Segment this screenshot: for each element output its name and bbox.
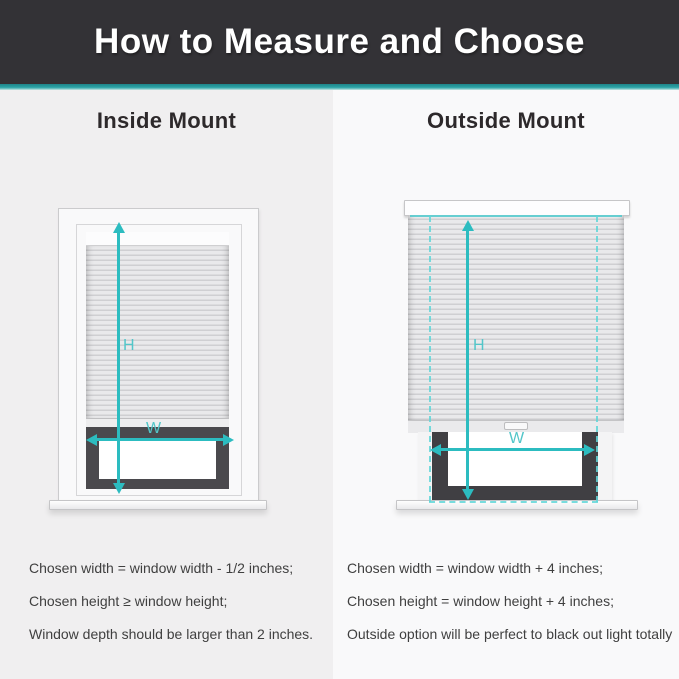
height-arrow-label: H bbox=[473, 337, 485, 354]
inside-mount-panel bbox=[0, 90, 333, 679]
outside-mount-heading: Outside Mount bbox=[427, 108, 585, 133]
outside-mount-notes bbox=[347, 552, 672, 651]
inside-mount-notes bbox=[29, 552, 313, 651]
cellular-shade bbox=[408, 215, 624, 432]
outside-mount-panel bbox=[333, 90, 679, 679]
width-arrow-label: W bbox=[146, 420, 162, 437]
height-arrow-label: H bbox=[123, 337, 135, 354]
measure-note: Window depth should be larger than 2 inches. bbox=[29, 626, 314, 642]
cellular-shade bbox=[86, 232, 229, 426]
inside-window-frame bbox=[58, 208, 259, 502]
width-arrow-label: W bbox=[509, 430, 525, 447]
window-opening bbox=[86, 232, 229, 489]
top-banner bbox=[0, 0, 679, 84]
height-arrow bbox=[466, 230, 469, 490]
shade-handle bbox=[504, 422, 528, 430]
shade-header-rail bbox=[404, 200, 630, 216]
measure-guide-left bbox=[429, 216, 431, 502]
content-area bbox=[0, 90, 679, 679]
measure-note: Chosen height ≥ window height; bbox=[29, 593, 228, 609]
window-sill bbox=[49, 500, 267, 510]
page-title: How to Measure and Choose bbox=[94, 22, 585, 61]
measure-note: Outside option will be perfect to black out light totally bbox=[347, 626, 673, 642]
measure-note: Chosen width = window width - 1/2 inches; bbox=[29, 560, 294, 576]
inside-mount-heading: Inside Mount bbox=[96, 108, 237, 133]
height-arrow bbox=[117, 232, 120, 484]
measure-guide-top bbox=[410, 215, 622, 217]
measure-guide-bottom bbox=[429, 501, 598, 503]
width-arrow bbox=[440, 448, 585, 451]
shade-pleats bbox=[408, 215, 624, 420]
shade-header-rail bbox=[86, 232, 229, 246]
measure-note: Chosen width = window width + 4 inches; bbox=[347, 560, 604, 576]
shade-pleats bbox=[86, 246, 229, 418]
width-arrow bbox=[96, 438, 224, 441]
measure-note: Chosen height = window height + 4 inches; bbox=[347, 593, 614, 609]
measure-guide-right bbox=[596, 216, 598, 502]
